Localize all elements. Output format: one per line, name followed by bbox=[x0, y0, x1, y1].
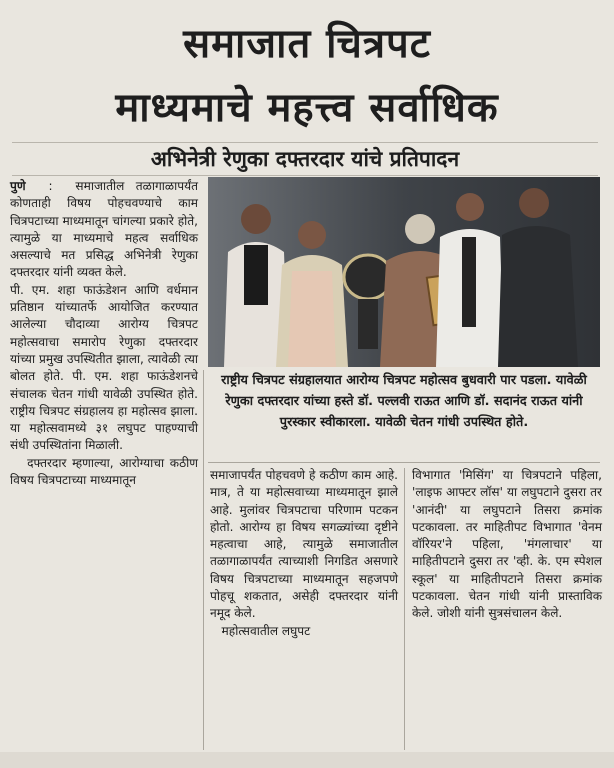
article-column-2: समाजापर्यंत पोहचवणे हे कठीण काम आहे. मात्र, ते या महोत्सवाच्या माध्यमातून झाले आहे. मुलांवर चित्रपटाचा परिणाम पटकन होतो. आरोग्य हा विषय सगळ्यांच्या दृष्टीने महत्वाचा आहे, त्यामुळे समाजातील तळागाळापर्यंत त्याच्याशी निगडित असणारे विषय चित्रपटाच्या माध्यमातून सहजपणे पोहचू शकतात, असेही दफ्तरदार यांनी नमूद केले. महोत्सवातील लघुपट bbox=[210, 468, 398, 638]
headline-line-1: समाजात चित्रपट bbox=[183, 21, 431, 67]
event-photo-illustration bbox=[208, 177, 600, 367]
article-column-1-text: : समाजातील तळागाळापर्यंत कोणताही विषय पोहचवण्याचे काम चित्रपटाच्या माध्यमातून चांगल्या प्रकारे होते, त्यामुळे या माध्यमाचे महत्व सर्वाधिक असल्याचे मत प्रसिद्ध अभिनेत्री रेणुका दफ्तरदार यांनी व्यक्त केले. पी. एम. शहा फाऊंडेशन आणि वर्धमान प्रतिष्ठान यांच्यातर्फे आयोजित करण्यात आलेल्या चौदाव्या आरोग्य चित्रपट महोत्सवाचा समारोप रेणुका दफ्तरदार यांच्या प्रमुख उपस्थितीत झाला, त्यावेळी त्या बोलत होते. पी. एम. शहा फाऊंडेशनचे संचालक चेतन गांधी यावेळी उपस्थित होते. राष्ट्रीय चित्रपट संग्रहालय हा महोत्सव झाला. या महोत्सवामध्ये ३१ लघुपट पाहण्याची संधी उपस्थितांना मिळाली. दफ्तरदार म्हणाल्या, आरोग्याचा कठीण विषय चित्रपटाच्या माध्यमातून bbox=[10, 179, 198, 488]
subheadline: अभिनेत्री रेणुका दफ्तरदार यांचे प्रतिपादन bbox=[12, 142, 598, 176]
next-article-strip bbox=[0, 752, 614, 768]
article-column-1 bbox=[10, 178, 198, 489]
event-photo bbox=[208, 177, 600, 367]
caption-divider bbox=[208, 462, 600, 463]
headline-line-2: माध्यमाचे महत्त्व सर्वाधिक bbox=[115, 85, 499, 131]
article-column-3: विभागात 'मिसिंग' या चित्रपटाने पहिला, 'लाइफ आफ्टर लॉस' या लघुपटाने दुसरा तर 'आनंदी' या लघुपटाने तिसरा क्रमांक पटकावला. तर माहितीपट विभागात 'वेनम वॉरियर'ने पहिला, 'मंगलाचार' या माहितीपटाने दुसरा तर 'व्ही. के. एम स्पेशल स्कूल' या माहितीपटाने तिसरा क्रमांक पटकावला. चेतन गांधी यांनी प्रास्ताविक केले. जोशी यांनी सुत्रसंचालन केले. bbox=[412, 468, 606, 621]
column-divider-2 bbox=[404, 468, 405, 750]
dateline: पुणे bbox=[10, 179, 26, 193]
photo-caption: राष्ट्रीय चित्रपट संग्रहालयात आरोग्य चित्रपट महोत्सव बुधवारी पार पडला. यावेळी रेणुका दफ्तरदार यांच्या हस्ते डॉ. पल्लवी राऊत आणि डॉ. सदानंद राऊत यांनी पुरस्कार स्वीकारला. यावेळी चेतन गांधी उपस्थित होते. bbox=[221, 373, 587, 430]
column-divider-1 bbox=[203, 370, 204, 750]
